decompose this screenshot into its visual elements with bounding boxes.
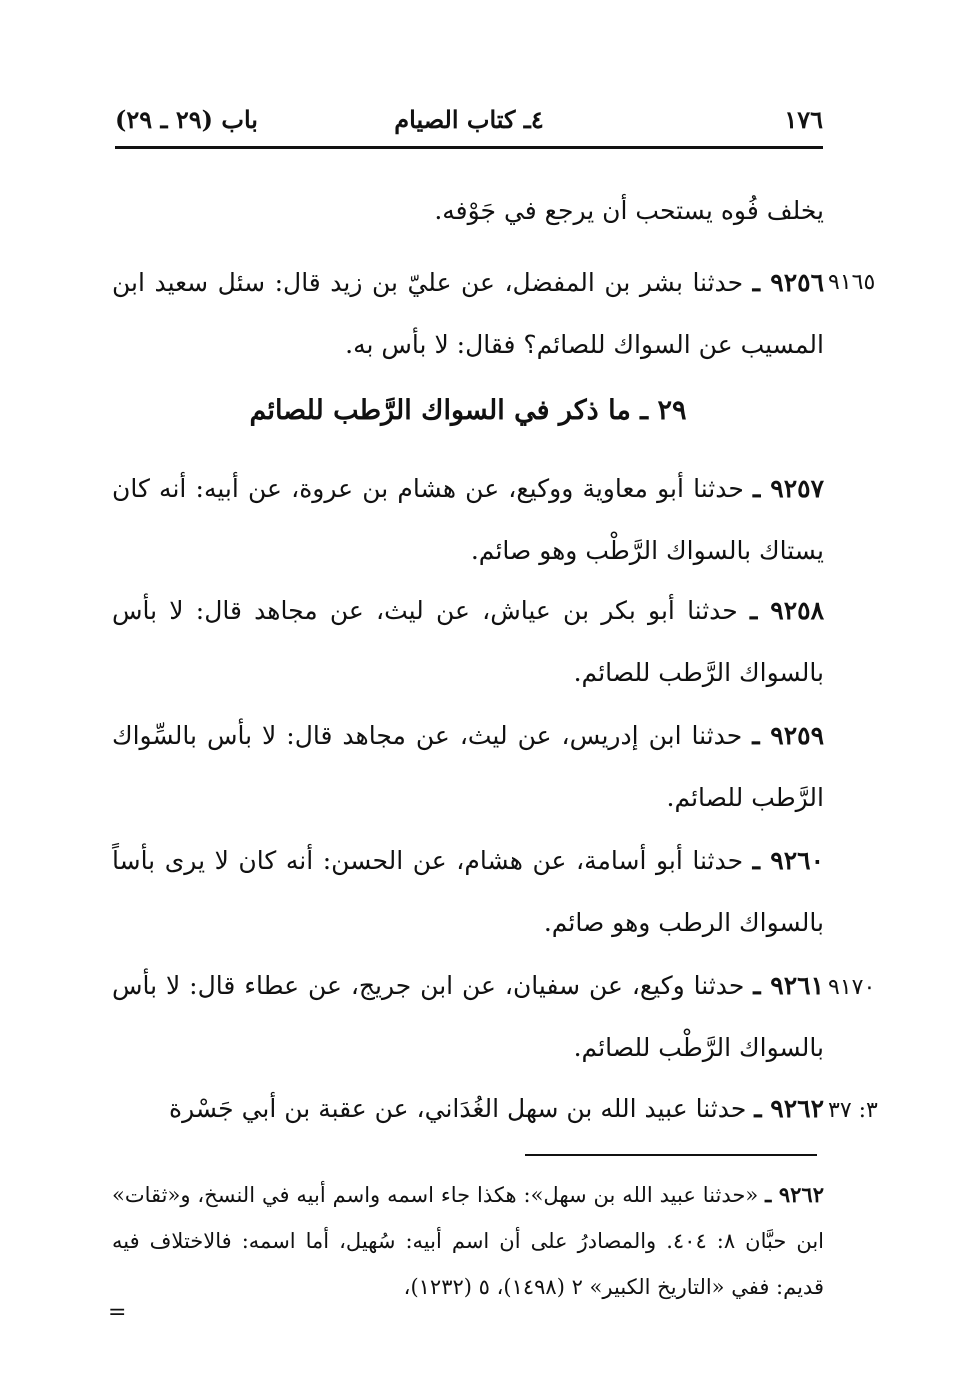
hadith-9262 xyxy=(112,1078,824,1140)
footnote xyxy=(112,1172,824,1310)
hadith-number: ٩٢٦٠ ـ xyxy=(752,846,825,875)
chapter-range: باب (٢٩ ـ ٢٩) xyxy=(115,105,258,134)
section-heading: ٢٩ ـ ما ذكر في السواك الرَّطب للصائم xyxy=(249,395,687,426)
footnote-rule xyxy=(525,1154,817,1156)
footnote-continuation-mark: = xyxy=(108,1300,127,1325)
hadith-text: حدثنا أبو بكر بن عياش، عن ليث، عن مجاهد قال: لا بأس بالسواك الرَّطب للصائم. xyxy=(112,596,824,687)
hadith-number: ٩٢٦١ ـ xyxy=(753,971,824,1000)
hadith-number: ٩٢٥٦ ـ xyxy=(752,268,824,297)
hadith-text: حدثنا أبو معاوية ووكيع، عن هشام بن عروة، عن أبيه: أنه كان يستاك بالسواك الرَّطْب وهو صائم. xyxy=(112,474,824,565)
running-header xyxy=(115,105,823,141)
margin-reference: ٩١٧٠ xyxy=(828,975,876,1000)
hadith-9257 xyxy=(112,458,824,582)
hadith-9260 xyxy=(112,830,824,954)
hadith-text: حدثنا عبيد الله بن سهل الغُدَاني، عن عقبة بن أبي جَسْرة xyxy=(168,1094,755,1123)
hadith-number: ٩٢٥٧ ـ xyxy=(753,474,824,503)
hadith-text: حدثنا بشر بن المفضل، عن عليّ بن زيد قال: سئل سعيد ابن المسيب عن السواك للصائم؟ فقال: لا بأس به. xyxy=(112,268,824,359)
hadith-9261 xyxy=(112,955,824,1079)
hadith-9256 xyxy=(112,252,824,376)
book-title: ٤ـ كتاب الصيام xyxy=(394,105,544,134)
hadith-9258 xyxy=(112,580,824,704)
margin-reference: ٣: ٣٧ xyxy=(828,1098,878,1123)
hadith-text: حدثنا أبو أسامة، عن هشام، عن الحسن: أنه كان لا يرى بأساً بالسواك الرطب وهو صائم. xyxy=(112,846,824,937)
hadith-number: ٩٢٥٩ ـ xyxy=(752,721,824,750)
hadith-9259 xyxy=(112,705,824,829)
hadith-number: ٩٢٥٨ ـ xyxy=(749,596,825,625)
footnote-text: «حدثنا عبيد الله بن سهل»: هكذا جاء اسمه واسم أبيه في النسخ، و«ثقات» ابن حبَّان ٨: ٤٠٤. والمصادرُ على أن اسم أبيه: سُهيل، أما اسمه: فالاختلاف فيه قديم: ففي «التاريخ الكبير» ٢ (١٤٩٨)، ٥ (١٢٣٢)، xyxy=(112,1183,824,1299)
footnote-number: ٩٢٦٢ ـ xyxy=(765,1182,824,1207)
paragraph-continuation: يخلف فُوه يستحب أن يرجع في جَوْفه. xyxy=(434,196,824,225)
hadith-number: ٩٢٦٢ ـ xyxy=(754,1094,824,1123)
page-number: ١٧٦ xyxy=(784,105,823,134)
margin-reference: ٩١٦٥ xyxy=(828,270,876,295)
hadith-text: حدثنا وكيع، عن سفيان، عن ابن جريج، عن عطاء قال: لا بأس بالسواك الرَّطْب للصائم. xyxy=(112,971,824,1062)
header-rule xyxy=(115,146,823,149)
hadith-text: حدثنا ابن إدريس، عن ليث، عن مجاهد قال: لا بأس بالسِّواك الرَّطب للصائم. xyxy=(112,721,824,812)
